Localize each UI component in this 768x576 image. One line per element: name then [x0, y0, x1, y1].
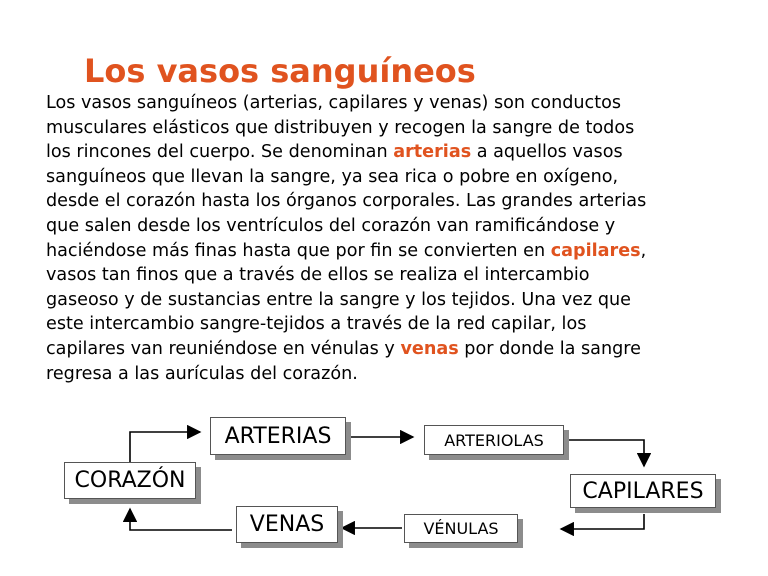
- arrow-corazon-to-arterias: [130, 432, 200, 462]
- node-arteriolas: ARTERIOLAS: [424, 425, 564, 455]
- paragraph-line: sanguíneos que llevan la sangre, ya sea rica o pobre en oxígeno,: [46, 166, 619, 187]
- paragraph-line: [46, 140, 766, 165]
- paragraph-line: que salen desde los ventrículos del corazón van ramificándose y: [46, 215, 616, 236]
- paragraph-line: regresa a las aurículas del corazón.: [46, 363, 358, 384]
- node-corazon: CORAZÓN: [64, 462, 196, 499]
- text-segment: por donde la sangre: [458, 338, 641, 359]
- node-venas: VENAS: [236, 506, 338, 543]
- paragraph-line: desde el corazón hasta los órganos corporales. Las grandes arterias: [46, 191, 647, 212]
- body-paragraph: [46, 91, 766, 386]
- paragraph-line: Los vasos sanguíneos (arterias, capilares y venas) son conductos: [46, 93, 622, 113]
- arrow-venas-to-corazon: [130, 509, 232, 530]
- text-segment: a aquellos vasos: [471, 142, 623, 163]
- paragraph-line: [46, 337, 766, 362]
- page-title: Los vasos sanguíneos: [84, 52, 476, 91]
- highlight-capilares: capilares: [550, 240, 641, 261]
- text-segment: haciéndose más finas hasta que por fin se convierten en: [46, 240, 551, 261]
- arrow-capilares-to-venulas: [561, 514, 644, 529]
- text-segment: ,: [640, 240, 647, 261]
- node-venulas: VÉNULAS: [404, 514, 518, 543]
- node-capilares: CAPILARES: [570, 474, 716, 508]
- arrow-arteriolas-to-capilares: [568, 440, 644, 466]
- text-segment: capilares van reuniéndose en vénulas y: [46, 338, 401, 359]
- highlight-arterias: arterias: [393, 142, 472, 163]
- text-segment: los rincones del cuerpo. Se denominan: [46, 142, 394, 163]
- paragraph-line: gaseoso y de sustancias entre la sangre y los tejidos. Una vez que: [46, 289, 631, 310]
- paragraph-line: este intercambio sangre-tejidos a través de la red capilar, los: [46, 314, 587, 335]
- paragraph-line: [46, 239, 766, 264]
- highlight-venas: venas: [400, 338, 459, 359]
- paragraph-line: musculares elásticos que distribuyen y recogen la sangre de todos: [46, 117, 635, 138]
- node-arterias: ARTERIAS: [210, 417, 346, 455]
- paragraph-line: vasos tan finos que a través de ellos se realiza el intercambio: [46, 265, 590, 286]
